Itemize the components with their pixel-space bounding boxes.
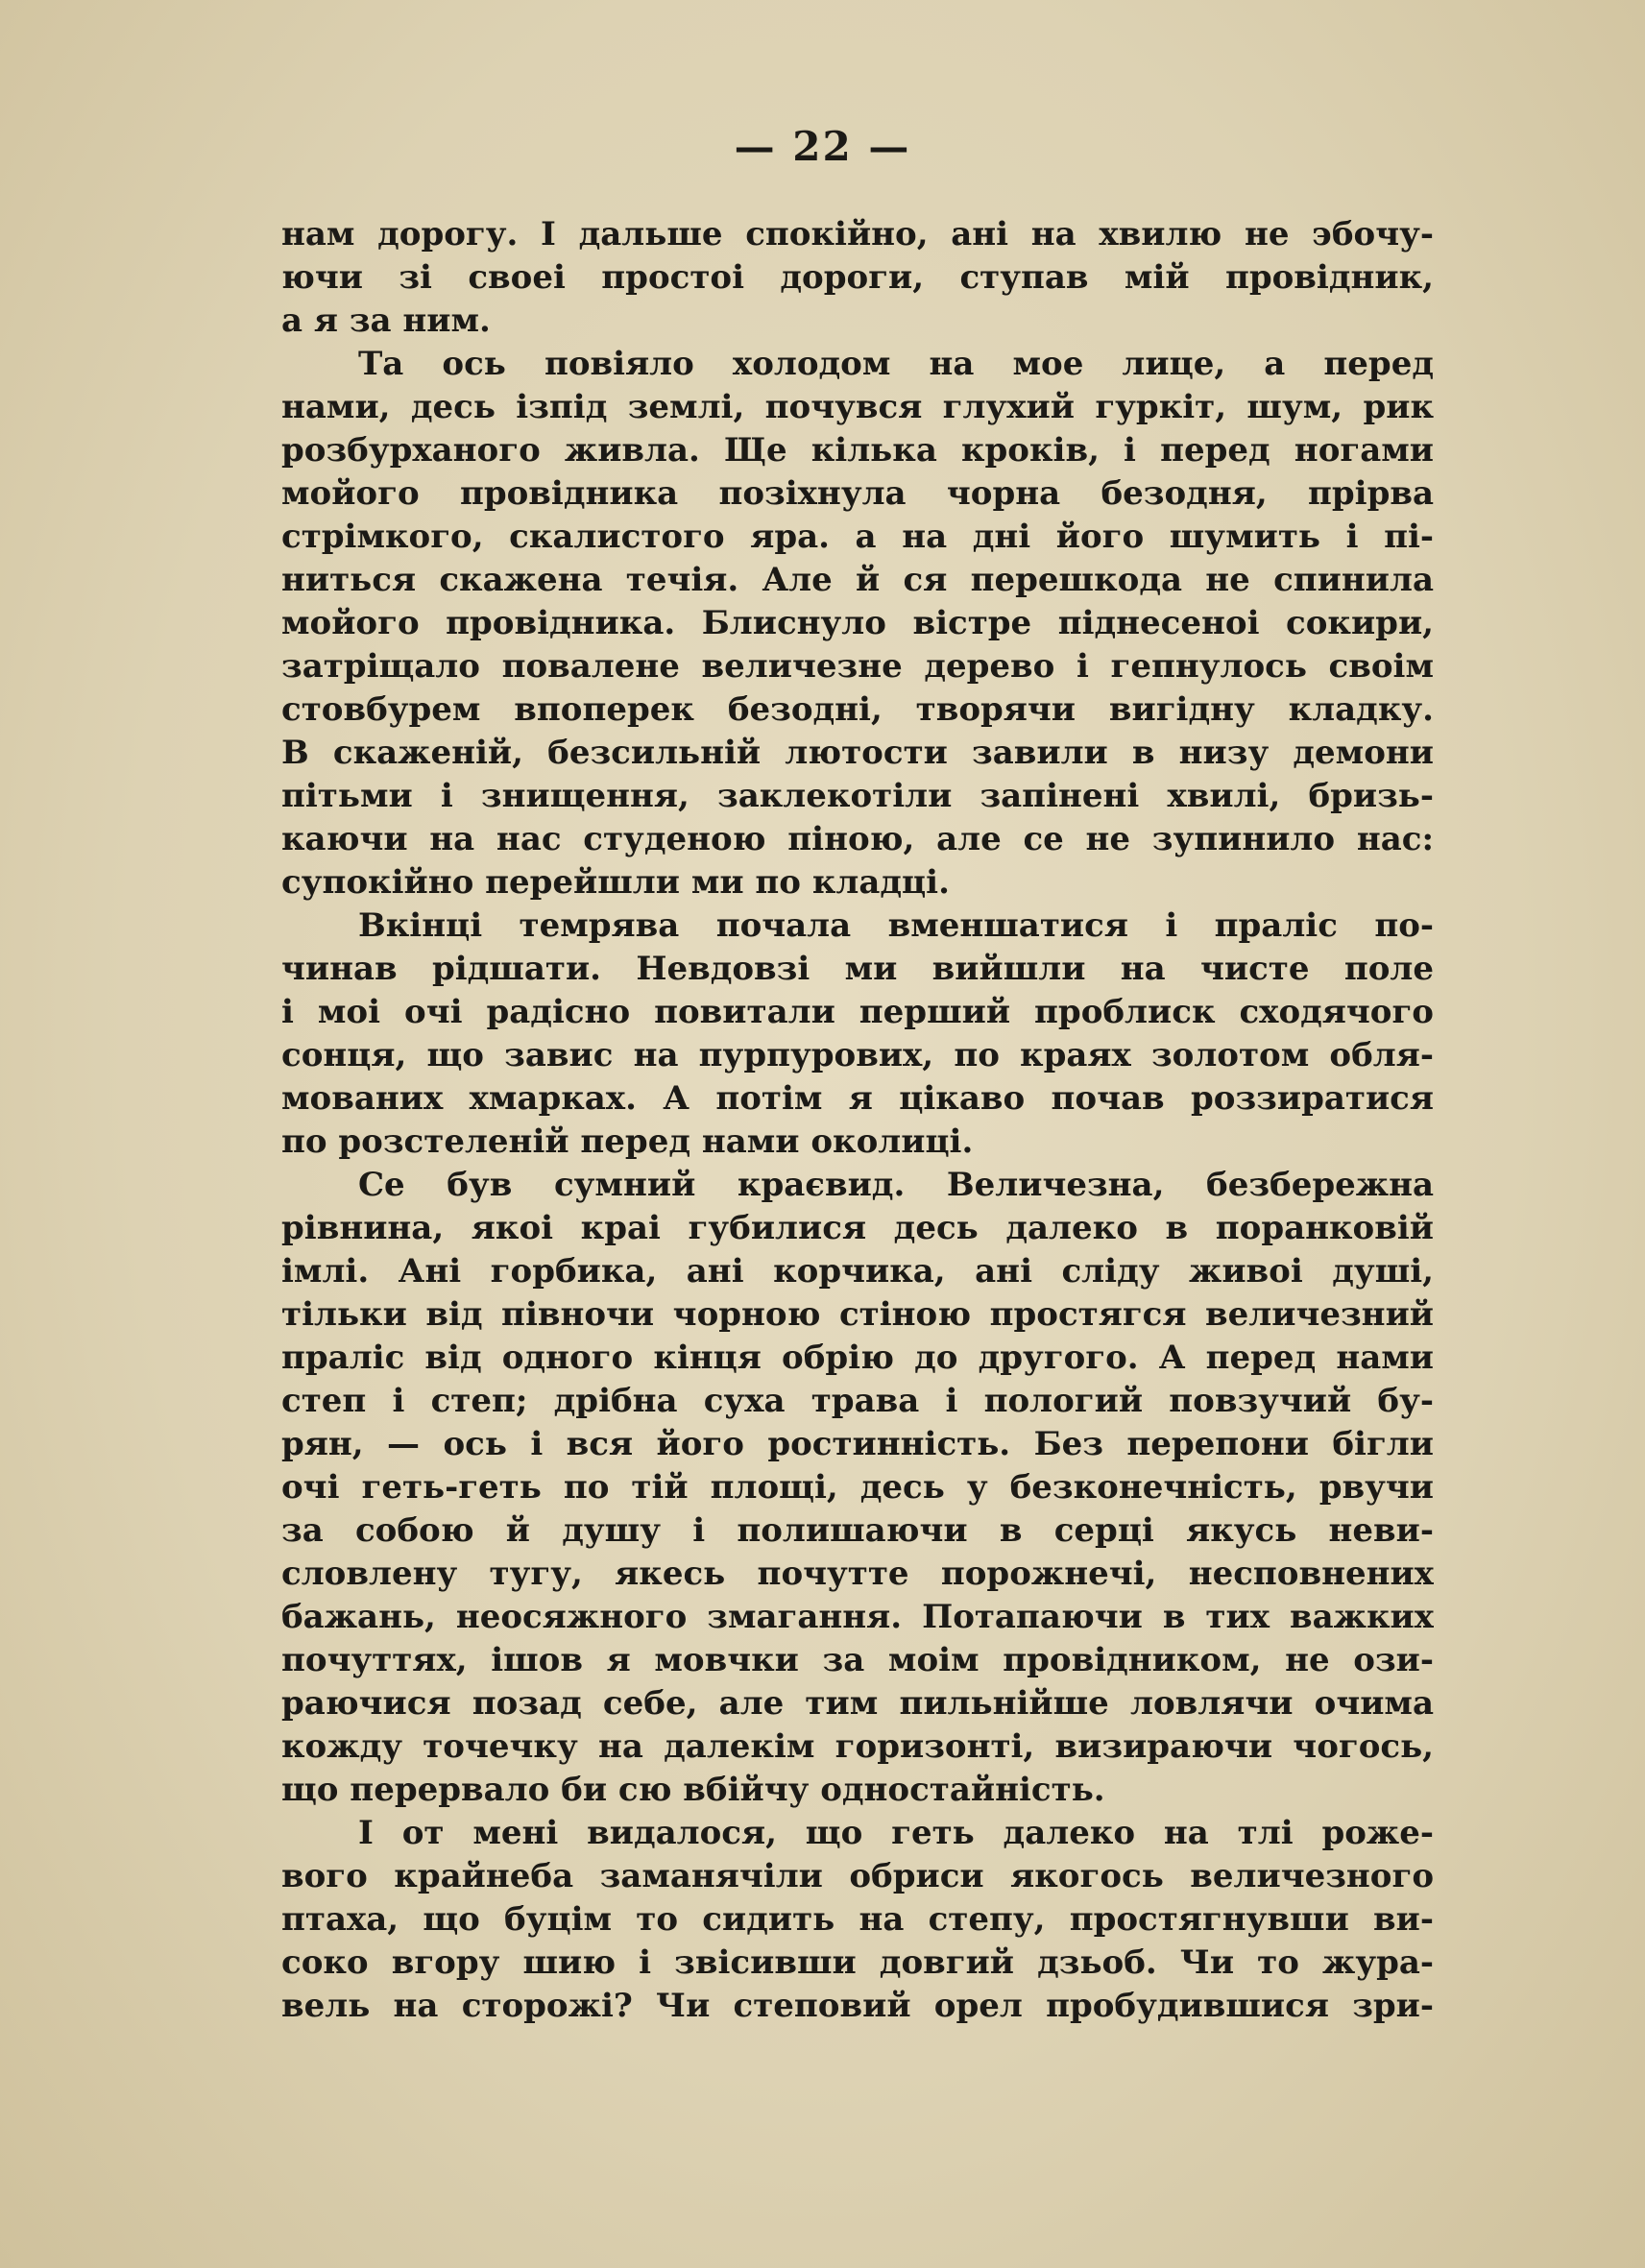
body-text [281, 213, 1434, 2028]
text-line: В скаженій, безсильній лютости завили в низу демони [281, 734, 1434, 772]
text-line: затріщало повалене величезне дерево і гепнулось своім [281, 647, 1434, 686]
text-line: тільки від півночи чорною стіною простягся величезний [281, 1295, 1434, 1334]
text-line: пітьми і знищення, заклекотіли запінені хвилі, бризь- [281, 777, 1434, 815]
text-line: мойого провідника позіхнула чорна безодня, прірва [281, 474, 1434, 513]
text-line: рян, — ось і вся його ростинність. Без перепони бігли [281, 1425, 1434, 1463]
text-line: по розстеленій перед нами околиці. [281, 1122, 974, 1161]
text-line: праліс від одного кінця обрію до другого. А перед нами [281, 1339, 1434, 1377]
text-line: птаха, що буцім то сидить на степу, простягнувши ви- [281, 1900, 1434, 1939]
text-line: вель на сторожі? Чи степовий орел пробудившися зри- [281, 1987, 1434, 2025]
text-line: бажань, неосяжного змагання. Потапаючи в тих важких [281, 1598, 1434, 1636]
text-line: сонця, що завис на пурпурових, по краях золотом обля- [281, 1036, 1434, 1074]
text-line: рівнина, якоі краі губилися десь далеко в поранковій [281, 1209, 1434, 1247]
text-line: нами, десь ізпід землі, почувся глухий гуркіт, шум, рик [281, 388, 1434, 426]
text-line: степ і степ; дрібна суха трава і пологий повзучий бу- [281, 1382, 1434, 1420]
text-line: Се був сумний краєвид. Величезна, безбережна [358, 1166, 1434, 1204]
text-line: І от мені видалося, що геть далеко на тлі роже- [358, 1814, 1434, 1852]
page-number: — 22 — [734, 123, 911, 170]
text-line: почуттях, ішов я мовчки за моім провідником, не ози- [281, 1641, 1434, 1679]
text-line: кожду точечку на далекім горизонті, визираючи чогось, [281, 1727, 1434, 1766]
text-line: імлі. Ані горбика, ані корчика, ані сліду живоі душі, [281, 1252, 1434, 1291]
text-line: чинав рідшати. Невдовзі ми вийшли на чисте поле [281, 950, 1434, 988]
text-line: очі геть-геть по тій площі, десь у безконечність, рвучи [281, 1468, 1434, 1507]
text-line: ниться скажена течія. Але й ся перешкода не спинила [281, 561, 1434, 599]
text-line: розбурханого живла. Ще кілька кроків, і перед ногами [281, 431, 1434, 470]
text-line: мованих хмарках. А потім я цікаво почав роззиратися [281, 1079, 1434, 1118]
text-line: за собою й душу і полишаючи в серці якусь неви- [281, 1511, 1434, 1550]
text-line: нам дорогу. І дальше спокійно, ані на хвилю не эбочу- [281, 215, 1434, 253]
text-line: соко вгору шию і звісивши довгий дзьоб. Чи то жура- [281, 1943, 1434, 1982]
text-line: а я за ним. [281, 302, 491, 340]
text-line: і моі очі радісно повитали перший проблиск сходячого [281, 993, 1434, 1031]
text-line: мойого провідника. Блиснуло вістре піднесеноі сокири, [281, 604, 1434, 642]
text-line: стовбурем впоперек безодні, творячи вигідну кладку. [281, 690, 1434, 729]
text-line: ючи зі своеі простоі дороги, ступав мій провідник, [281, 258, 1434, 297]
text-line: що перервало би сю вбійчу одностайність. [281, 1771, 1105, 1809]
text-line: словлену тугу, якесь почутте порожнечі, несповнених [281, 1555, 1434, 1593]
text-line: Вкінці темрява почала вменшатися і праліс по- [358, 906, 1434, 945]
text-line: Та ось повіяло холодом на мое лице, а перед [358, 345, 1434, 383]
text-line: раючися позад себе, але тим пильнійше ловлячи очима [281, 1684, 1434, 1723]
text-line: каючи на нас студеною піною, але се не зупинило нас: [281, 820, 1434, 858]
text-line: супокійно перейшли ми по кладці. [281, 863, 950, 902]
text-line: стрімкого, скалистого яра. а на дні його шумить і пі- [281, 518, 1434, 556]
text-line: вого крайнеба заманячіли обриси якогось величезного [281, 1857, 1434, 1895]
